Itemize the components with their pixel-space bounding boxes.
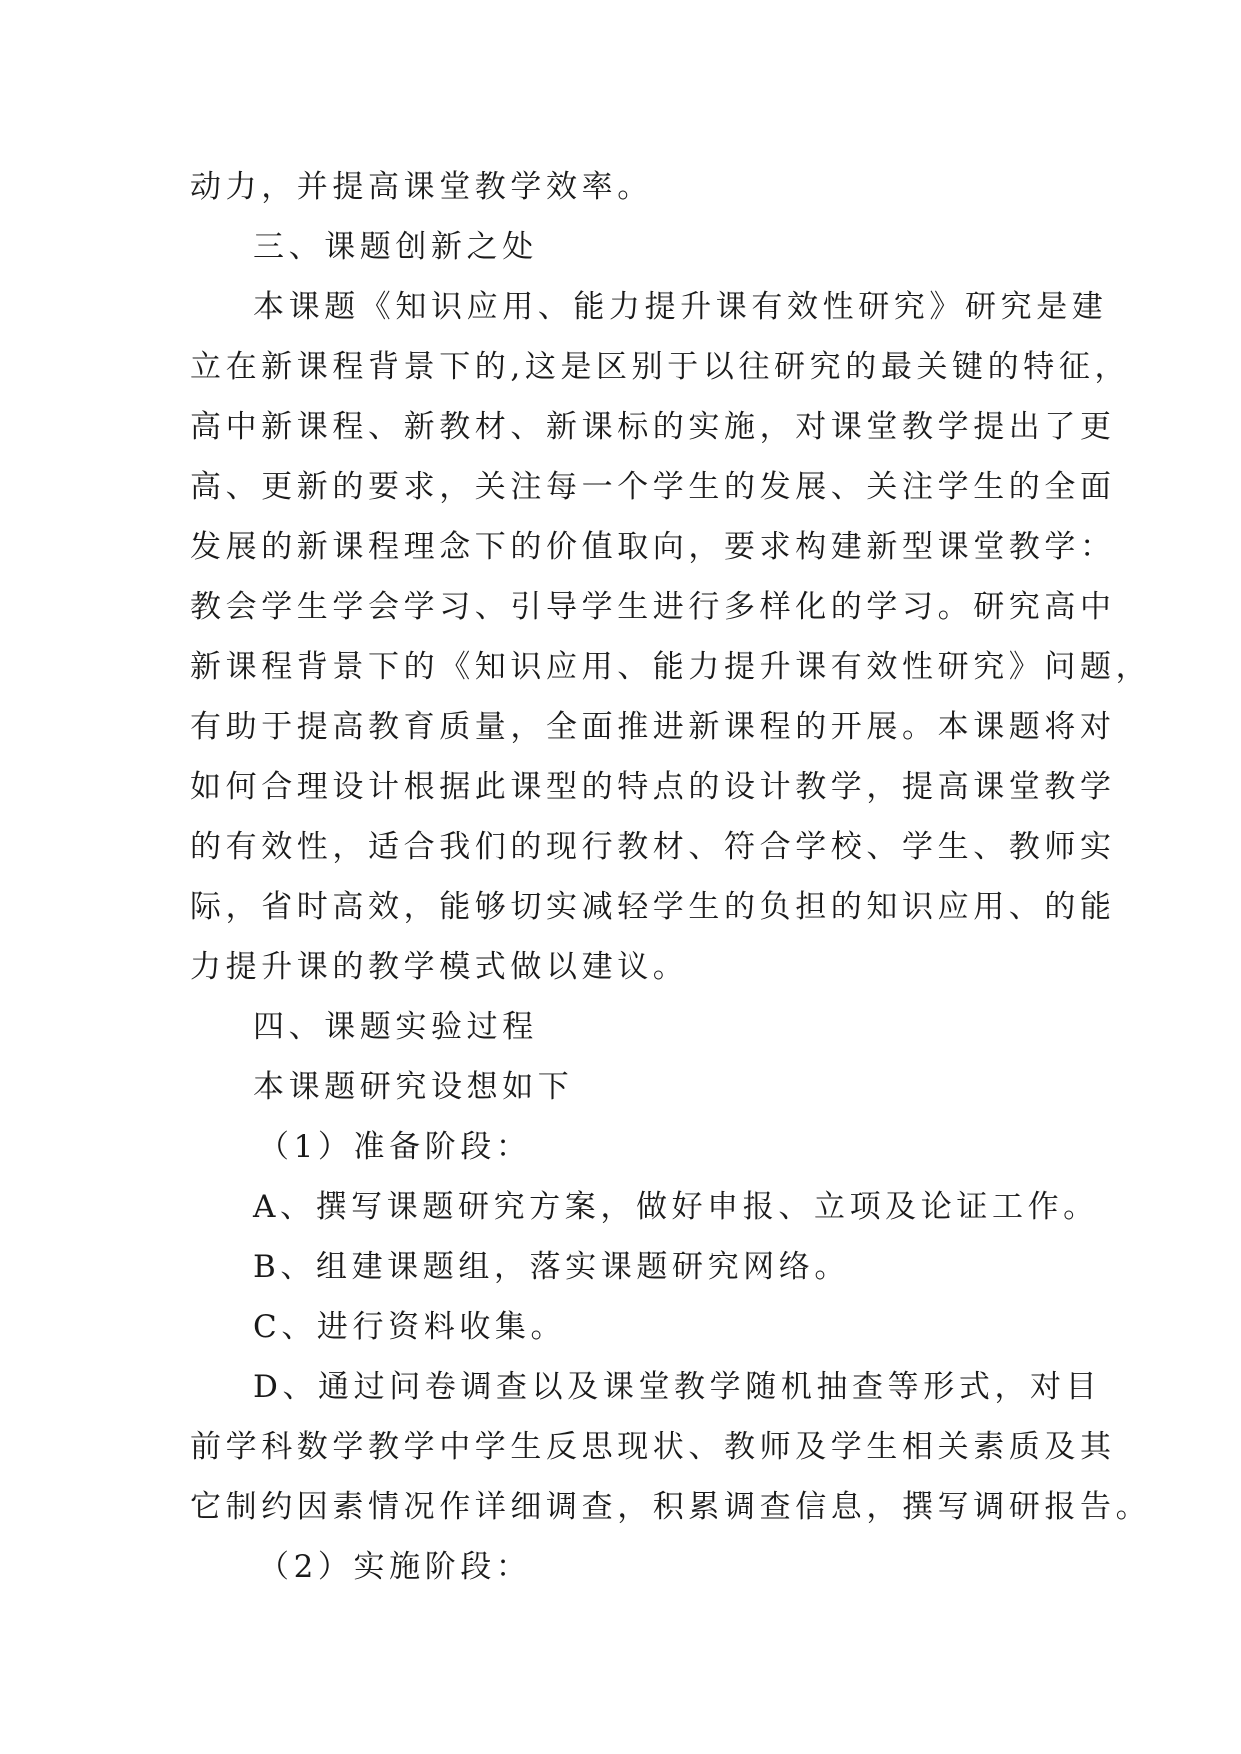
list-item: C、进行资料收集。	[253, 1309, 567, 1345]
paragraph-line: 力提升课的教学模式做以建议。	[190, 949, 689, 985]
paragraph-line: 发展的新课程理念下的价值取向，要求构建新型课堂教学：	[190, 529, 1116, 565]
list-item: D、通过问卷调查以及课堂教学随机抽查等形式，对目	[253, 1369, 1102, 1405]
paragraph-line: 本课题《知识应用、能力提升课有效性研究》研究是建	[253, 289, 1108, 325]
paragraph-line: 前学科数学教学中学生反思现状、教师及学生相关素质及其	[190, 1429, 1116, 1465]
paragraph-line: 高、更新的要求，关注每一个学生的发展、关注学生的全面	[190, 469, 1116, 505]
paragraph-line: 际，省时高效，能够切实减轻学生的负担的知识应用、的能	[190, 889, 1116, 925]
stage-heading-implementation: （2）实施阶段：	[258, 1549, 532, 1585]
paragraph-line: 的有效性，适合我们的现行教材、符合学校、学生、教师实	[190, 829, 1116, 865]
list-item: A、撰写课题研究方案，做好申报、立项及论证工作。	[253, 1189, 1099, 1225]
paragraph-line: 有助于提高教育质量，全面推进新课程的开展。本课题将对	[190, 709, 1116, 745]
section-heading-innovation: 三、课题创新之处	[253, 229, 538, 265]
list-item: B、组建课题组，落实课题研究网络。	[253, 1249, 850, 1285]
paragraph-line: 它制约因素情况作详细调查，积累调查信息，撰写调研报告。	[190, 1489, 1152, 1525]
section-heading-process: 四、课题实验过程	[253, 1009, 538, 1045]
paragraph-line: 动力，并提高课堂教学效率。	[190, 169, 653, 205]
paragraph-line: 新课程背景下的《知识应用、能力提升课有效性研究》问题，	[190, 649, 1152, 685]
paragraph-line: 立在新课程背景下的,这是区别于以往研究的最关键的特征，	[190, 349, 1131, 385]
paragraph-line: 本课题研究设想如下	[253, 1069, 574, 1105]
paragraph-line: 高中新课程、新教材、新课标的实施，对课堂教学提出了更	[190, 409, 1116, 445]
paragraph-line: 教会学生学会学习、引导学生进行多样化的学习。研究高中	[190, 589, 1116, 625]
paragraph-line: 如何合理设计根据此课型的特点的设计教学，提高课堂教学	[190, 769, 1116, 805]
stage-heading-preparation: （1）准备阶段：	[258, 1129, 532, 1165]
